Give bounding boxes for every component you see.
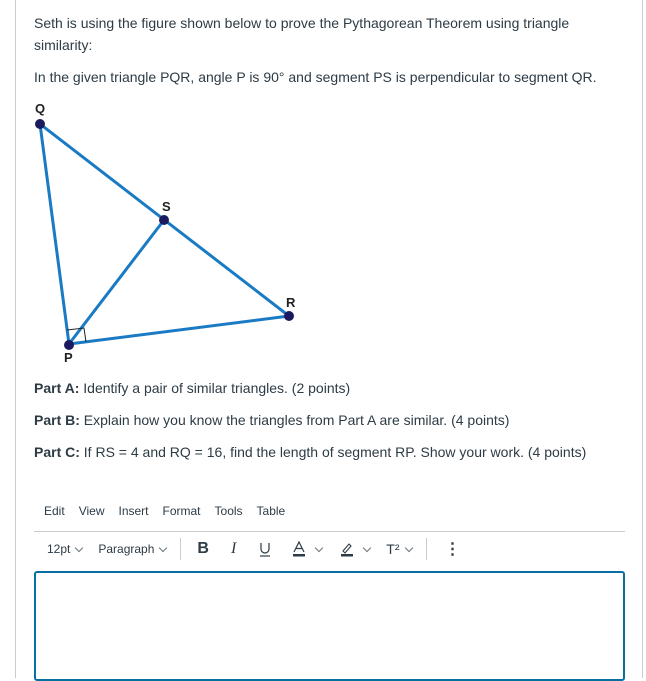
part-c-text: If RS = 4 and RQ = 16, find the length of segment RP. Show your work. (4 points) (79, 444, 587, 460)
menu-insert[interactable]: Insert (118, 504, 149, 518)
menu-edit[interactable]: Edit (44, 504, 65, 518)
chevron-down-icon (315, 543, 323, 551)
underline-button[interactable] (258, 541, 272, 557)
part-b (34, 410, 509, 430)
font-size-value: 12pt (47, 542, 71, 556)
superscript-button[interactable] (386, 541, 411, 557)
italic-icon: I (230, 540, 237, 557)
bold-button[interactable] (197, 540, 209, 558)
italic-button[interactable] (231, 540, 236, 558)
part-a (34, 378, 350, 398)
menubar-divider (34, 531, 625, 532)
superscript-icon: T² (386, 541, 400, 557)
part-c (34, 442, 586, 462)
toolbar-separator (426, 538, 427, 560)
label-p: P (64, 350, 73, 365)
menu-view[interactable]: View (78, 504, 105, 518)
label-s: S (162, 199, 171, 214)
chevron-down-icon (159, 543, 167, 551)
more-vertical-icon: ⋮ (444, 541, 461, 558)
editor-toolbar (34, 536, 625, 562)
more-options-button[interactable] (445, 539, 461, 559)
part-b-text: Explain how you know the triangles from Part A are similar. (4 points) (79, 412, 510, 428)
question-intro: Seth is using the figure shown below to prove the Pythagorean Theorem using triangle similarity: (34, 15, 570, 53)
answer-editor[interactable] (34, 571, 625, 681)
question-given: In the given triangle PQR, angle P is 90° and segment PS is perpendicular to segment QR. (34, 69, 597, 85)
font-size-select[interactable] (47, 542, 82, 556)
chevron-down-icon (363, 543, 371, 551)
chevron-down-icon (75, 543, 83, 551)
toolbar-separator (180, 538, 181, 560)
block-format-select[interactable] (98, 542, 166, 556)
label-q: Q (35, 101, 46, 116)
block-format-value: Paragraph (98, 542, 155, 556)
text-color-icon (292, 541, 306, 557)
part-a-label: Part A: (34, 380, 80, 396)
triangle-figure (20, 95, 320, 375)
bold-icon: B (197, 540, 209, 557)
menu-tools[interactable]: Tools (214, 504, 243, 518)
text-color-button[interactable] (292, 541, 322, 557)
chevron-down-icon (404, 543, 412, 551)
editor-menubar (44, 504, 299, 518)
menu-table[interactable]: Table (256, 504, 286, 518)
underline-icon (258, 541, 272, 557)
label-r: R (286, 295, 296, 310)
highlight-color-button[interactable] (340, 541, 370, 557)
menu-format[interactable]: Format (162, 504, 201, 518)
highlighter-icon (340, 541, 354, 557)
part-a-text: Identify a pair of similar triangles. (2 points) (79, 380, 351, 396)
part-c-label: Part C: (34, 444, 80, 460)
part-b-label: Part B: (34, 412, 80, 428)
